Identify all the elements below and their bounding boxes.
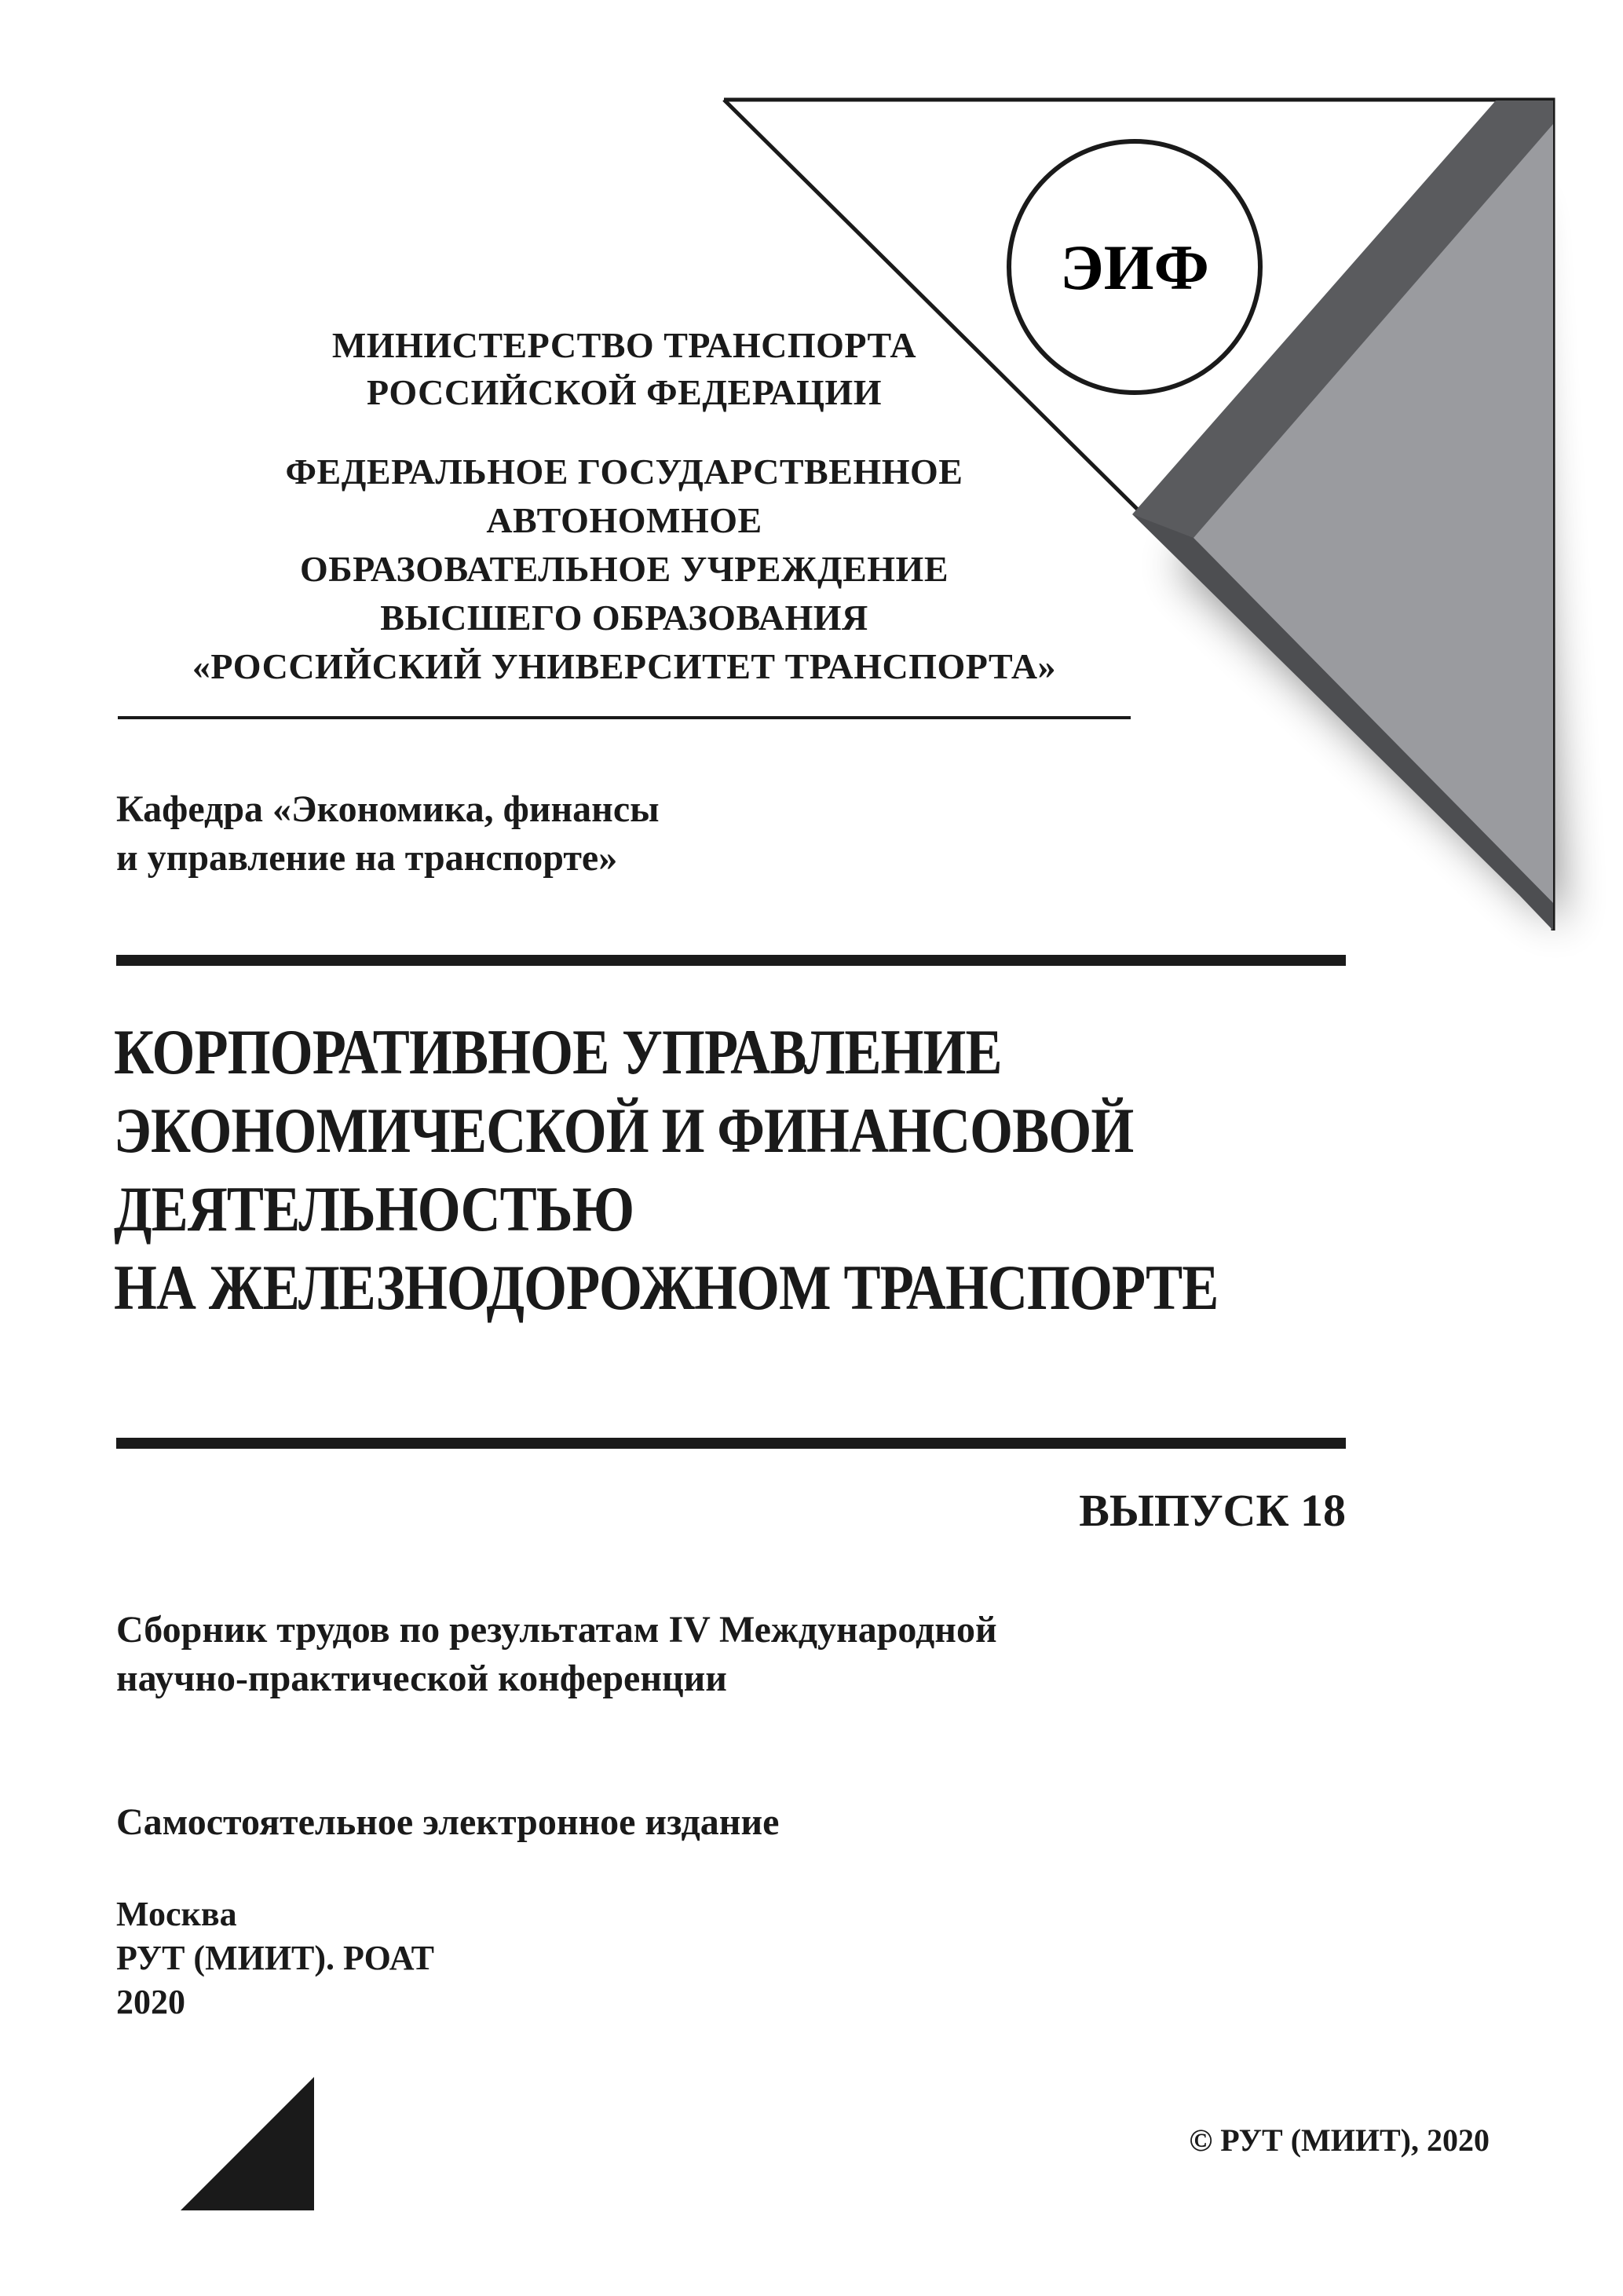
imprint-year: 2020 <box>116 1983 185 2021</box>
title-line: КОРПОРАТИВНОЕ УПРАВЛЕНИЕ <box>114 1016 1002 1088</box>
collection-line: Сборник трудов по результатам IV Международной <box>116 1609 997 1651</box>
institution-line: «РОССИЙСКИЙ УНИВЕРСИТЕТ ТРАНСПОРТА» <box>192 646 1057 686</box>
issue-number: ВЫПУСК 18 <box>1079 1485 1346 1536</box>
ministry-name <box>118 322 1131 416</box>
department-line: Кафедра «Экономика, финансы <box>116 788 660 830</box>
collection-description <box>116 1606 997 1703</box>
header-divider <box>118 716 1131 719</box>
institution-line: ОБРАЗОВАТЕЛЬНОЕ УЧРЕЖДЕНИЕ <box>299 549 949 589</box>
title-line: ЭКОНОМИЧЕСКОЙ И ФИНАНСОВОЙ <box>114 1095 1134 1166</box>
institution-line: АВТОНОМНОЕ <box>486 500 762 540</box>
ministry-line: МИНИСТЕРСТВО ТРАНСПОРТА <box>331 325 917 365</box>
department-line: и управление на транспорте» <box>116 837 618 879</box>
logo-abbr: ЭИФ <box>1060 232 1209 303</box>
department-name <box>116 785 660 883</box>
copyright-notice: © РУТ (МИИТ), 2020 <box>1189 2122 1490 2158</box>
edition-type: Самостоятельное электронное издание <box>116 1801 780 1843</box>
institution-line: ВЫСШЕГО ОБРАЗОВАНИЯ <box>380 598 868 638</box>
imprint-publisher: РУТ (МИИТ). РОАТ <box>116 1939 434 1977</box>
title-line: НА ЖЕЛЕЗНОДОРОЖНОМ ТРАНСПОРТЕ <box>114 1252 1219 1323</box>
book-title <box>114 1013 1218 1327</box>
imprint-city: Москва <box>116 1895 237 1933</box>
institution-line: ФЕДЕРАЛЬНОЕ ГОСУДАРСТВЕННОЕ <box>285 452 963 492</box>
institution-name <box>118 448 1131 691</box>
title-line: ДЕЯТЕЛЬНОСТЬЮ <box>114 1173 634 1245</box>
collection-line: научно-практической конференции <box>116 1658 727 1699</box>
ministry-line: РОССИЙСКОЙ ФЕДЕРАЦИИ <box>367 372 882 412</box>
title-rule-bottom <box>116 1438 1346 1449</box>
title-rule-top <box>116 955 1346 966</box>
imprint <box>116 1892 434 2024</box>
corner-triangle-icon <box>181 2073 322 2214</box>
